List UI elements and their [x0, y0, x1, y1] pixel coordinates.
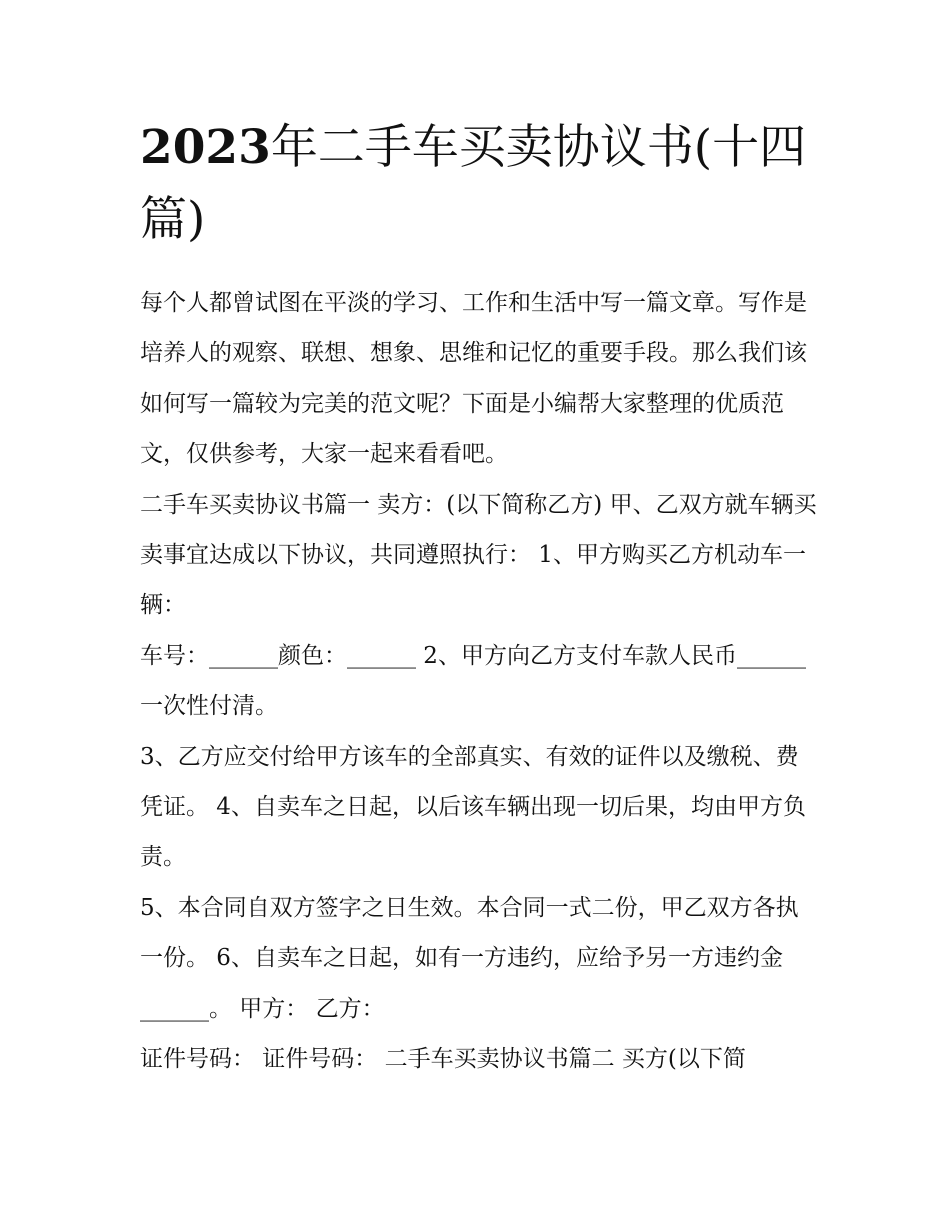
- paragraph-clause-3-4: 3、乙方应交付给甲方该车的全部真实、有效的证件以及缴税、费凭证。 4、自卖车之日起，以后该车辆出现一切后果，均由甲方负责。: [140, 743, 806, 871]
- document-page: [140, 112, 820, 1085]
- paragraph-agreement-one: 二手车买卖协议书篇一 卖方：(以下简称乙方) 甲、乙双方就车辆买卖事宜达成以下协议，共同遵照执行： 1、甲方购买乙方机动车一辆：: [140, 491, 817, 619]
- paragraph-vehicle-details: 车号：______颜色：______ 2、甲方向乙方支付车款人民币______一次性付清。: [140, 642, 806, 720]
- paragraph-signatures: 证件号码： 证件号码： 二手车买卖协议书篇二 买方(以下简: [140, 1046, 746, 1073]
- title-text: 年二手车买卖协议书(十四篇): [140, 120, 807, 247]
- paragraph-clause-5-6: 5、本合同自双方签字之日生效。本合同一式二份，甲乙双方各执一份。 6、自卖车之日起，如有一方违约，应给予另一方违约金______。 甲方： 乙方：: [140, 894, 799, 1022]
- document-title: [140, 112, 820, 256]
- paragraph-intro: 每个人都曾试图在平淡的学习、工作和生活中写一篇文章。写作是培养人的观察、联想、想象、思维和记忆的重要手段。那么我们该如何写一篇较为完美的范文呢？下面是小编帮大家整理的优质范文，仅供参考，大家一起来看看吧。: [140, 290, 807, 468]
- title-year: 2023: [140, 120, 271, 175]
